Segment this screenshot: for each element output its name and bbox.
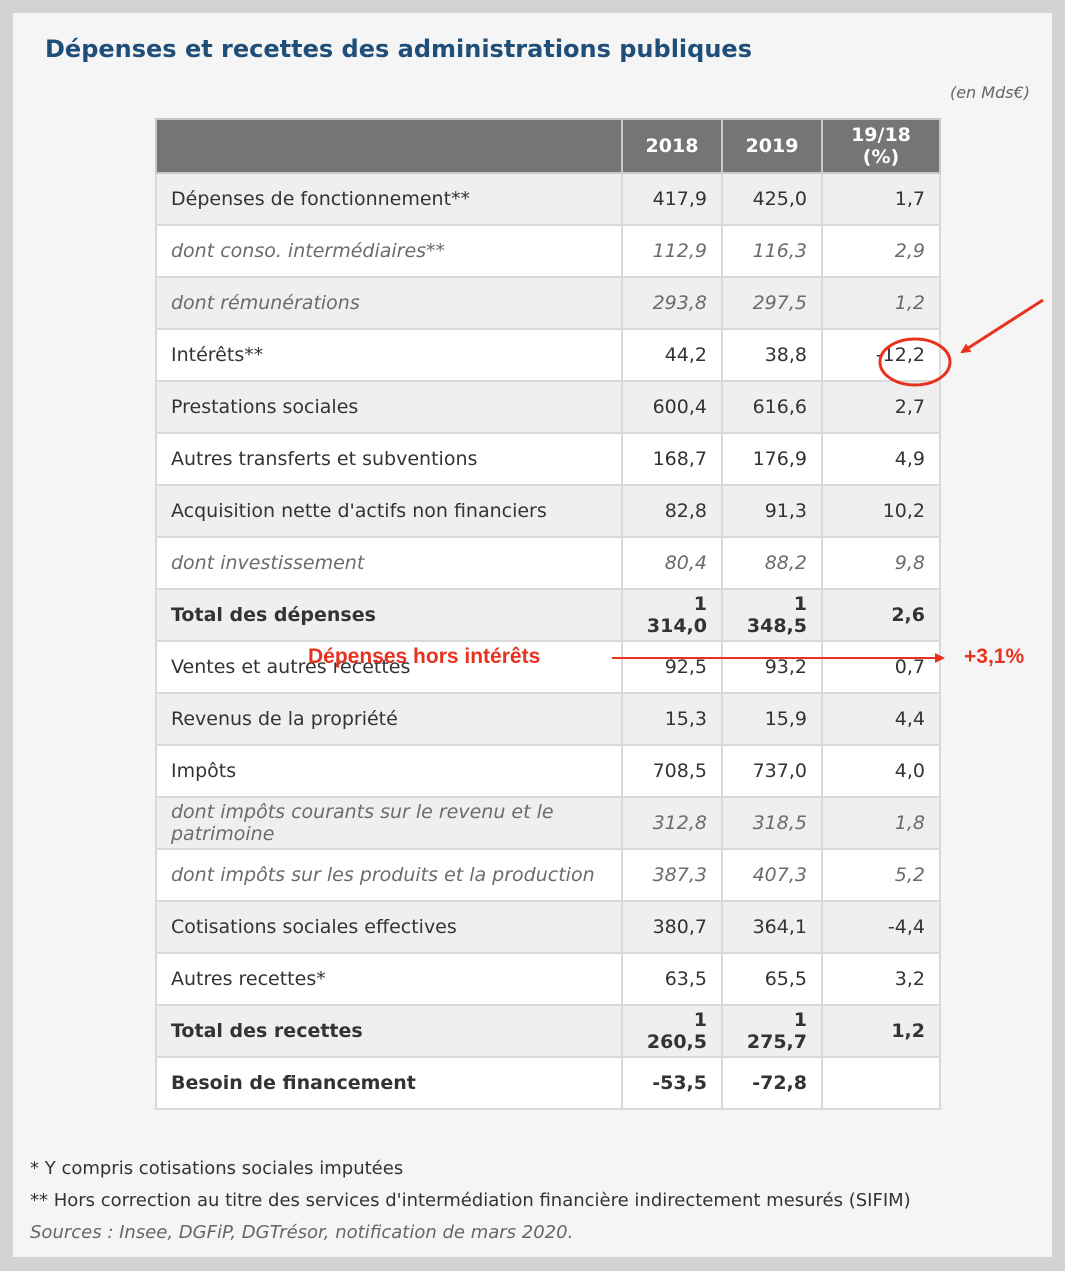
value-2018: 168,7 xyxy=(622,433,722,485)
row-label: Autres recettes* xyxy=(156,953,622,1005)
value-change: 2,6 xyxy=(822,589,940,641)
table-row xyxy=(156,589,940,641)
table-row xyxy=(156,849,940,901)
value-2018: 600,4 xyxy=(622,381,722,433)
row-label: Autres transferts et subventions xyxy=(156,433,622,485)
value-2019: 297,5 xyxy=(722,277,822,329)
value-2019: 176,9 xyxy=(722,433,822,485)
value-2018: 44,2 xyxy=(622,329,722,381)
value-2019: 15,9 xyxy=(722,693,822,745)
value-2019: 91,3 xyxy=(722,485,822,537)
row-label: Prestations sociales xyxy=(156,381,622,433)
header-change: 19/18 (%) xyxy=(822,119,940,173)
table-row xyxy=(156,1057,940,1109)
table-row xyxy=(156,381,940,433)
table-row xyxy=(156,1005,940,1057)
value-2019: 1 275,7 xyxy=(722,1005,822,1057)
value-change: 10,2 xyxy=(822,485,940,537)
table-row xyxy=(156,797,940,849)
value-change: 1,2 xyxy=(822,277,940,329)
value-2018: 293,8 xyxy=(622,277,722,329)
value-2019: 93,2 xyxy=(722,641,822,693)
table-row xyxy=(156,641,940,693)
annotation-value: +3,1% xyxy=(964,645,1025,668)
value-2018: 63,5 xyxy=(622,953,722,1005)
table-row xyxy=(156,277,940,329)
table-header-row xyxy=(156,119,940,173)
value-change xyxy=(822,1057,940,1109)
header-label xyxy=(156,119,622,173)
row-label: Intérêts** xyxy=(156,329,622,381)
value-2019: 425,0 xyxy=(722,173,822,225)
annotation-label: Dépenses hors intérêts xyxy=(308,645,541,668)
row-label: Dépenses de fonctionnement** xyxy=(156,173,622,225)
value-change: 2,9 xyxy=(822,225,940,277)
value-2018: 80,4 xyxy=(622,537,722,589)
row-label: Total des recettes xyxy=(156,1005,622,1057)
table-body xyxy=(156,173,940,1109)
value-2019: 616,6 xyxy=(722,381,822,433)
value-change: 0,7 xyxy=(822,641,940,693)
value-change: 4,4 xyxy=(822,693,940,745)
value-change: -12,2 xyxy=(822,329,940,381)
row-label: dont rémunérations xyxy=(156,277,622,329)
row-label: Impôts xyxy=(156,745,622,797)
value-2019: 364,1 xyxy=(722,901,822,953)
value-2018: 15,3 xyxy=(622,693,722,745)
row-label: Revenus de la propriété xyxy=(156,693,622,745)
table-row xyxy=(156,953,940,1005)
value-2019: 407,3 xyxy=(722,849,822,901)
value-2018: 417,9 xyxy=(622,173,722,225)
sources: Sources : Insee, DGFiP, DGTrésor, notification de mars 2020. xyxy=(30,1222,574,1243)
table-row xyxy=(156,433,940,485)
value-change: 1,2 xyxy=(822,1005,940,1057)
value-2018: 708,5 xyxy=(622,745,722,797)
row-label: dont impôts sur les produits et la production xyxy=(156,849,622,901)
table-row xyxy=(156,485,940,537)
value-2019: 116,3 xyxy=(722,225,822,277)
table-row xyxy=(156,901,940,953)
value-2018: 112,9 xyxy=(622,225,722,277)
unit-label: (en Mds€) xyxy=(949,83,1030,102)
value-change: 9,8 xyxy=(822,537,940,589)
row-label: dont conso. intermédiaires** xyxy=(156,225,622,277)
page-title: Dépenses et recettes des administrations publiques xyxy=(45,35,752,63)
value-change: -4,4 xyxy=(822,901,940,953)
value-2019: 1 348,5 xyxy=(722,589,822,641)
value-change: 4,0 xyxy=(822,745,940,797)
value-change: 3,2 xyxy=(822,953,940,1005)
value-change: 1,8 xyxy=(822,797,940,849)
table-row xyxy=(156,329,940,381)
value-2018: -53,5 xyxy=(622,1057,722,1109)
value-2019: 737,0 xyxy=(722,745,822,797)
row-label: Total des dépenses xyxy=(156,589,622,641)
value-change: 5,2 xyxy=(822,849,940,901)
table-row xyxy=(156,693,940,745)
table-row xyxy=(156,173,940,225)
value-change: 1,7 xyxy=(822,173,940,225)
header-2018: 2018 xyxy=(622,119,722,173)
header-2019: 2019 xyxy=(722,119,822,173)
row-label: Cotisations sociales effectives xyxy=(156,901,622,953)
value-2019: 65,5 xyxy=(722,953,822,1005)
footnote-1: * Y compris cotisations sociales imputées xyxy=(30,1158,404,1179)
value-2018: 1 260,5 xyxy=(622,1005,722,1057)
row-label: Ventes et autres recettes xyxy=(156,641,622,693)
value-2019: 88,2 xyxy=(722,537,822,589)
figure-card xyxy=(13,13,1052,1257)
row-label: dont investissement xyxy=(156,537,622,589)
footnote-2: ** Hors correction au titre des services d'intermédiation financière indirectement mesurés (SIFIM) xyxy=(30,1190,911,1211)
value-2018: 82,8 xyxy=(622,485,722,537)
value-2019: -72,8 xyxy=(722,1057,822,1109)
row-label: dont impôts courants sur le revenu et le patrimoine xyxy=(156,797,622,849)
value-2018: 387,3 xyxy=(622,849,722,901)
table-row xyxy=(156,537,940,589)
row-label: Besoin de financement xyxy=(156,1057,622,1109)
value-2018: 1 314,0 xyxy=(622,589,722,641)
value-2019: 318,5 xyxy=(722,797,822,849)
table-row xyxy=(156,225,940,277)
table-row xyxy=(156,745,940,797)
value-change: 2,7 xyxy=(822,381,940,433)
data-table xyxy=(155,118,941,1110)
value-2018: 380,7 xyxy=(622,901,722,953)
value-2018: 312,8 xyxy=(622,797,722,849)
row-label: Acquisition nette d'actifs non financiers xyxy=(156,485,622,537)
value-2018: 92,5 xyxy=(622,641,722,693)
footnotes xyxy=(30,1153,911,1249)
value-2019: 38,8 xyxy=(722,329,822,381)
value-change: 4,9 xyxy=(822,433,940,485)
